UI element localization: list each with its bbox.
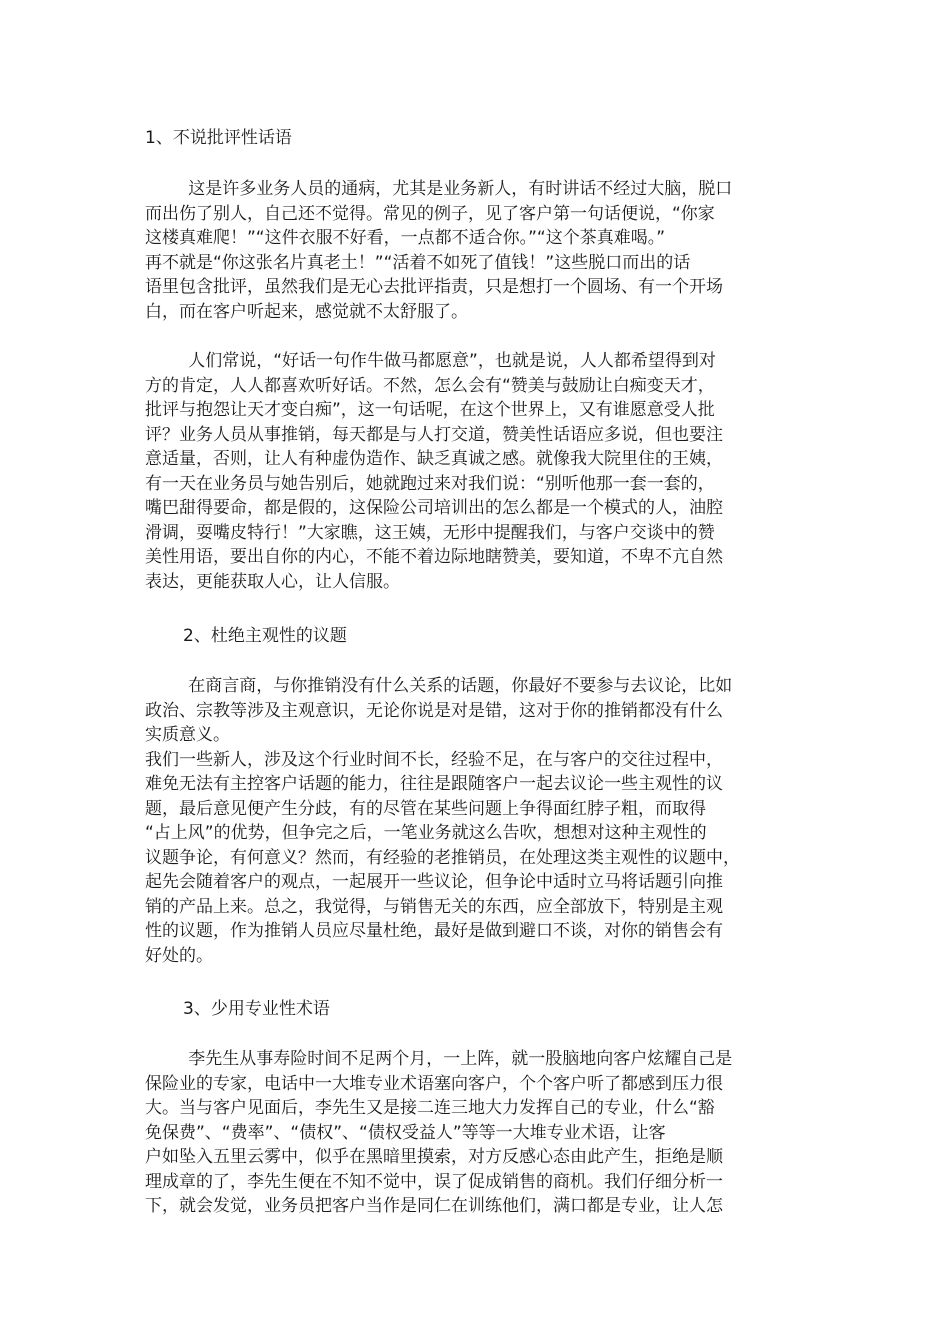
- text-line: 理成章的了，李先生便在不知不觉中，误了促成销售的商机。我们仔细分析一: [145, 1171, 723, 1192]
- text-line: 议题争论，有何意义？然而，有经验的老推销员，在处理这类主观性的议题中，: [145, 847, 740, 868]
- paragraph-3-1: [145, 1047, 815, 1219]
- text-line: 意适量，否则，让人有种虚伪造作、缺乏真诚之感。就像我大院里住的王姨，: [145, 449, 723, 469]
- text-line: 这是许多业务人员的通病，尤其是业务新人，有时讲话不经过大脑，脱口: [145, 179, 733, 199]
- text-line: 滑调，耍嘴皮特行！”大家瞧，这王姨，无形中提醒我们，与客户交谈中的赞: [145, 522, 715, 543]
- text-line: 再不就是“你这张名片真老土！”“活着不如死了值钱！”这些脱口而出的话: [145, 252, 691, 273]
- text-line: 评？业务人员从事推销，每天都是与人打交道，赞美性话语应多说，但也要注: [145, 424, 723, 445]
- text-line: 嘴巴甜得要命，都是假的，这保险公司培训出的怎么都是一个模式的人，油腔: [145, 498, 723, 518]
- text-line: 人们常说，“好话一句作牛做马都愿意”，也就是说，人人都希望得到对: [145, 351, 716, 371]
- paragraph-1-2: [145, 349, 815, 594]
- text-line: 免保费”、“费率”、“债权”、“债权受益人”等等一大堆专业术语，让客: [145, 1122, 666, 1143]
- text-line: 而出伤了别人，自己还不觉得。常见的例子，见了客户第一句话便说，“你家: [145, 203, 715, 224]
- text-line: 户如坠入五里云雾中，似乎在黑暗里摸索，对方反感心态由此产生，拒绝是顺: [145, 1147, 723, 1167]
- text-line: 下，就会发觉，业务员把客户当作是同仁在训练他们，满口都是专业，让人怎: [145, 1196, 723, 1216]
- text-line: 表达，更能获取人心，让人信服。: [145, 571, 400, 592]
- text-line: 性的议题，作为推销人员应尽量杜绝，最好是做到避口不谈，对你的销售会有: [145, 921, 723, 941]
- text-line: 好处的。: [145, 945, 213, 966]
- text-line: 有一天在业务员与她告别后，她就跑过来对我们说：“别听他那一套一套的，: [145, 473, 715, 494]
- text-line: 题，最后意见便产生分歧，有的尽管在某些问题上争得面红脖子粗，而取得: [145, 798, 706, 819]
- text-line: 实质意义。: [145, 725, 230, 745]
- text-line: 保险业的专家，电话中一大堆专业术语塞向客户，个个客户听了都感到压力很: [145, 1073, 723, 1094]
- text-line: 难免无法有主控客户话题的能力，往往是跟随客户一起去议论一些主观性的议: [145, 774, 723, 794]
- text-line: “占上风”的优势，但争完之后，一笔业务就这么告吹，想想对这种主观性的: [145, 823, 707, 843]
- paragraph-1-1: [145, 177, 815, 324]
- text-line: 白，而在客户听起来，感觉就不太舒服了。: [145, 301, 468, 322]
- text-line: 政治、宗教等涉及主观意识，无论你说是对是错，这对于你的推销都没有什么: [145, 700, 723, 721]
- section-heading-2: 2、杜绝主观性的议题: [183, 626, 347, 646]
- text-line: 批评与抱怨让天才变白痴”，这一句话呢，在这个世界上，又有谁愿意受人批: [145, 400, 715, 420]
- text-line: 销的产品上来。总之，我觉得，与销售无关的东西，应全部放下，特别是主观: [145, 896, 723, 917]
- text-line: 我们一些新人，涉及这个行业时间不长，经验不足，在与客户的交往过程中，: [145, 749, 723, 770]
- text-line: 方的肯定，人人都喜欢听好话。不然，怎么会有“赞美与鼓励让白痴变天才，: [145, 375, 715, 396]
- text-line: 大。当与客户见面后，李先生又是接二连三地大力发挥自己的专业，什么“豁: [145, 1098, 715, 1118]
- paragraph-2-1: [145, 674, 815, 968]
- text-line: 这楼真难爬！”“这件衣服不好看，一点都不适合你。”“这个茶真难喝。”: [145, 228, 666, 248]
- text-line: 语里包含批评，虽然我们是无心去批评指责，只是想打一个圆场、有一个开场: [145, 277, 723, 297]
- text-line: 美性用语，要出自你的内心，不能不着边际地瞎赞美，要知道，不卑不亢自然: [145, 547, 723, 567]
- text-line: 李先生从事寿险时间不足两个月，一上阵，就一股脑地向客户炫耀自己是: [145, 1049, 733, 1069]
- text-line: 在商言商，与你推销没有什么关系的话题，你最好不要参与去议论，比如: [145, 676, 733, 696]
- section-heading-3: 3、少用专业性术语: [183, 999, 330, 1019]
- section-heading-1: 1、不说批评性话语: [145, 128, 292, 148]
- text-line: 起先会随着客户的观点，一起展开一些议论，但争论中适时立马将话题引向推: [145, 872, 723, 892]
